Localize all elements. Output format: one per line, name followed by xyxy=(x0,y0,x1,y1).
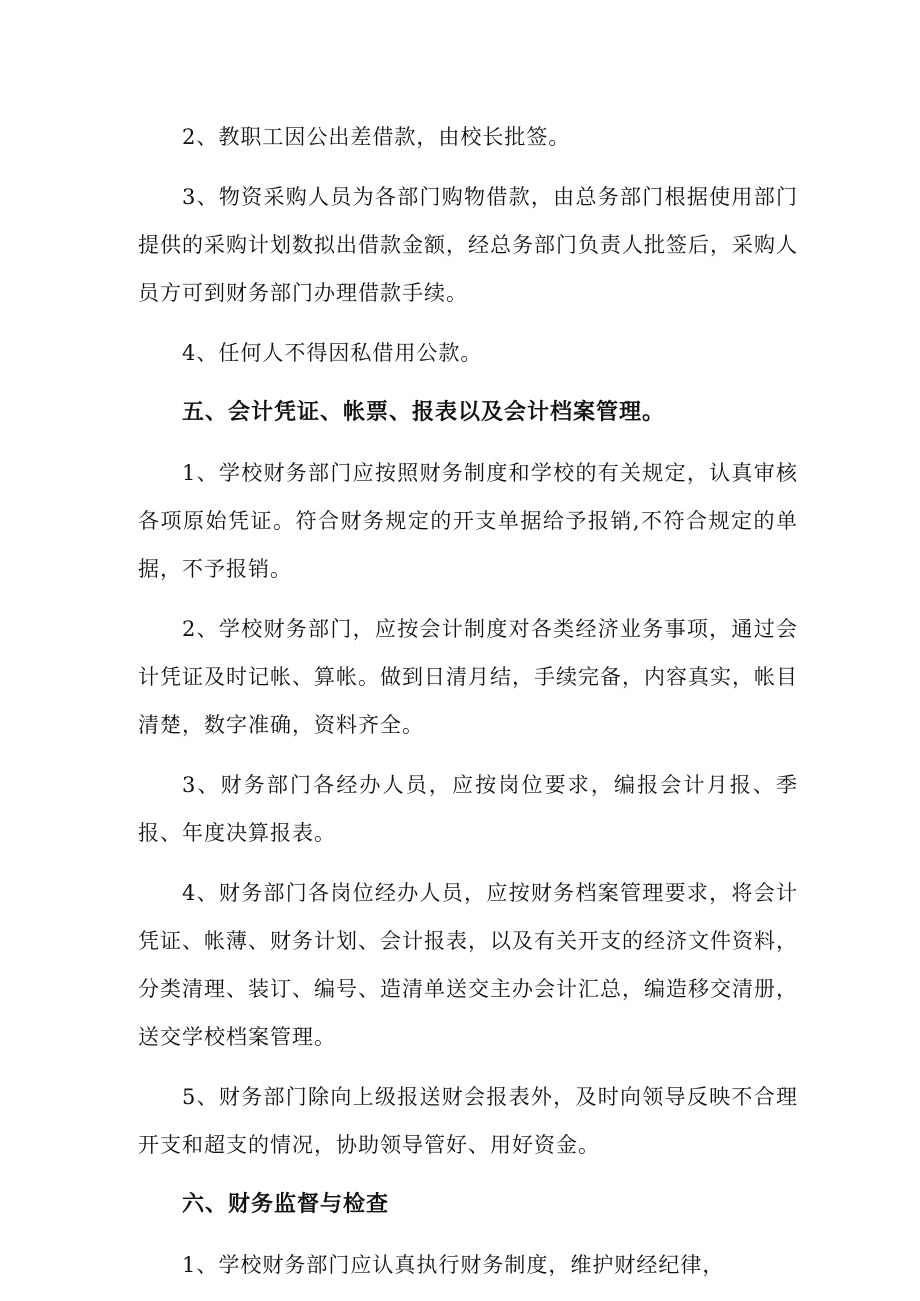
paragraph-supervision: 1、学校财务部门应认真执行财务制度，维护财经纪律， xyxy=(182,1253,725,1277)
paragraph-reports: 3、财务部门各经办人员，应按岗位要求，编报会计月报、季报、年度决算报表。 xyxy=(138,773,798,845)
paragraph-bookkeeping: 2、学校财务部门，应按会计制度对各类经济业务事项，通过会计凭证及时记帐、算帐。做到日清月结，手续完备，内容真实，帐目清楚，数字准确，资料齐全。 xyxy=(138,617,798,737)
paragraph-archive: 4、财务部门各岗位经办人员，应按财务档案管理要求，将会计凭证、帐薄、财务计划、会计报表，以及有关开支的经济文件资料，分类清理、装订、编号、造清单送交主办会计汇总，编造移交清册，送交学校档案管理。 xyxy=(138,881,798,1049)
paragraph-no-private-use: 4、任何人不得因私借用公款。 xyxy=(182,341,483,365)
document-body xyxy=(138,113,798,1301)
paragraph-reporting-leaders: 5、财务部门除向上级报送财会报表外，及时向领导反映不合理开支和超支的情况，协助领导管好、用好资金。 xyxy=(138,1085,798,1157)
paragraph-voucher-review: 1、学校财务部门应按照财务制度和学校的有关规定，认真审核各项原始凭证。符合财务规定的开支单据给予报销,不符合规定的单据，不予报销。 xyxy=(138,461,798,581)
paragraph-travel-loan: 2、教职工因公出差借款，由校长批签。 xyxy=(182,125,571,149)
section-heading-five: 五、会计凭证、帐票、报表以及会计档案管理。 xyxy=(182,400,666,425)
section-heading-six: 六、财务监督与检查 xyxy=(182,1192,390,1217)
paragraph-purchase-loan: 3、物资采购人员为各部门购物借款，由总务部门根据使用部门提供的采购计划数拟出借款金额，经总务部门负责人批签后，采购人员方可到财务部门办理借款手续。 xyxy=(138,185,798,305)
